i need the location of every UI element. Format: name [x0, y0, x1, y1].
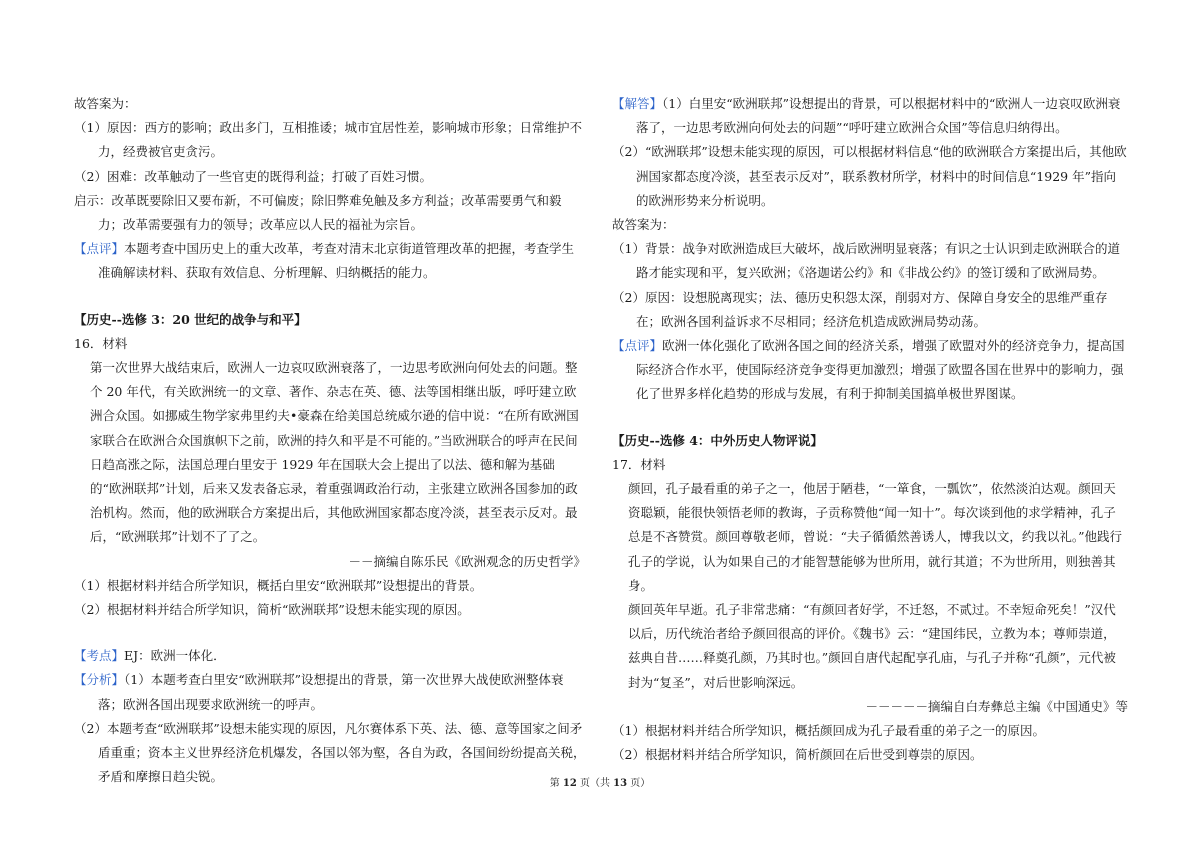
review-tag: 【点评】	[74, 241, 125, 257]
footer-mid: 页（共	[576, 778, 614, 789]
question-16-subquestion-1: （1）根据材料并结合所学知识，概括白里安“欧洲联邦”设想提出的背景。	[74, 577, 483, 593]
jieda-paragraph	[612, 92, 1128, 140]
jieda-paragraph-2: （2）“欧洲联邦”设想未能实现的原因，可以根据材料信息“他的欧洲联合方案提出后，其他欧洲国家都态度冷淡，甚至表示反对”，联系教材所学，材料中的时间信息“1929 年”指向的欧洲形势来分析说明。	[612, 144, 1127, 208]
answer-insight: 启示：改革既要除旧又要布新，不可偏废；除旧弊难免触及多方利益；改革需要勇气和毅力；改革需要强有力的领导；改革应以人民的福祉为宗旨。	[74, 192, 562, 233]
question-17-source: －－－－－摘编自白寿彝总主编《中国通史》等	[865, 698, 1128, 714]
answer-heading-right: 故答案为：	[612, 217, 675, 233]
fenxi-tag: 【分析】	[74, 672, 125, 688]
question-16-material: 第一次世界大战结束后，欧洲人一边哀叹欧洲衰落了，一边思考欧洲向何处去的问题。整个 20 年代，有关欧洲统一的文章、著作、杂志在英、德、法等国相继出版，呼吁建立欧洲合众国。如挪威生物学家弗里约夫•豪森在给美国总统威尔逊的信中说：“在所有欧洲国家联合在欧洲合众国旗帜下之前，欧洲的持久和平是不可能的。”当欧洲联合的呼声在民间日趋高涨之际，法国总理白里安于 1929 年在国联大会上提出了以法、德和解为基础的“欧洲联邦”计划，后来又发表备忘录，着重强调政治行动，主张建立欧洲各国参加的政治机构。然而，他的欧洲联合方案提出后，其他欧洲国家都态度冷淡，甚至表示反对。最后，“欧洲联邦”计划不了了之。	[90, 360, 579, 545]
footer-total-pages: 13	[613, 778, 628, 789]
answer-heading: 故答案为：	[74, 96, 137, 111]
review-right-paragraph	[612, 334, 1128, 407]
review-text: 本题考查中国历史上的重大改革，考查对清末北京街道管理改革的把握，考查学生准确解读材料、获取有效信息、分析理解、归纳概括的能力。	[98, 241, 575, 281]
question-17-subquestion-2: （2）根据材料并结合所学知识，简析颜回在后世受到尊崇的原因。	[612, 747, 983, 763]
question-17-material-2: 颜回英年早逝。孔子非常悲痛：“有颜回者好学，不迁怒，不贰过。不幸短命死矣！”汉代以后，历代统治者给予颜回很高的评价。《魏书》云：“建国纬民，立教为本；尊师崇道，兹典自昔……释奠孔颜，乃其时也。”颜回自唐代起配享孔庙，与孔子并称“孔颜”，元代被封为“复圣”，对后世影响深远。	[628, 602, 1116, 690]
kaodian-paragraph	[74, 644, 586, 668]
review-right-tag: 【点评】	[612, 338, 663, 354]
page-footer	[0, 774, 1200, 789]
question-17-subquestion-1: （1）根据材料并结合所学知识，概括颜回成为孔子最看重的弟子之一的原因。	[612, 723, 1045, 739]
question-17-material-1: 颜回，孔子最看重的弟子之一，他居于陋巷，“一箪食，一瓢饮”，依然淡泊达观。颜回天资聪颖，能很快领悟老师的教诲，子贡称赞他“闻一知十”。每次谈到他的求学精神，孔子总是不吝赞赏。颜回尊敬老师，曾说：“夫子循循然善诱人，博我以文，约我以礼。”他践行孔子的学说，认为如果自己的才能智慧能够为世所用，就行其道；不为世所用，则独善其身。	[628, 481, 1123, 593]
kaodian-text: EJ：欧洲一体化．	[124, 648, 226, 664]
fenxi-text: （1）本题考查白里安“欧洲联邦”设想提出的背景，第一次世界大战使欧洲整体衰落；欧洲各国出现要求欧洲统一的呼声。	[98, 672, 564, 712]
answer-right-item-1: （1）背景：战争对欧洲造成巨大破坏，战后欧洲明显衰落；有识之士认识到走欧洲联合的道路才能实现和平，复兴欧洲；《洛迦诺公约》和《非战公约》的签订缓和了欧洲局势。	[612, 241, 1120, 281]
kaodian-tag: 【考点】	[74, 648, 125, 664]
answer-right-item-2: （2）原因：设想脱离现实；法、德历史积怨太深，削弱对方、保障自身安全的思维严重存在；欧洲各国利益诉求不尽相同；经济危机造成欧洲局势动荡。	[612, 289, 1108, 329]
section-title-elective-3: 【历史--选修 3：20 世纪的战争与和平】	[74, 311, 307, 327]
right-column	[612, 92, 1128, 767]
footer-prefix: 第	[549, 778, 563, 789]
question-17-heading: 17．材料	[612, 456, 666, 472]
left-column	[74, 92, 586, 789]
footer-page-number: 12	[562, 778, 577, 789]
fenxi-paragraph-2: （2）本题考查“欧洲联邦”设想未能实现的原因，凡尔赛体系下英、法、德、意等国家之间矛盾重重；资本主义世界经济危机爆发，各国以邻为壑，各自为政，各国间纷纷提高关税，矛盾和摩擦日趋尖锐。	[74, 720, 586, 785]
fenxi-paragraph	[74, 668, 586, 716]
answer-item-1: （1）原因：西方的影响；政出多门，互相推诿；城市宜居性差，影响城市形象；日常维护不力，经费被官吏贪污。	[74, 120, 582, 160]
question-16-heading: 16．材料	[74, 335, 128, 351]
review-right-text: 欧洲一体化强化了欧洲各国之间的经济关系，增强了欧盟对外的经济竞争力，提高国际经济合作水平，使国际经济竞争变得更加激烈；增强了欧盟各国在世界中的影响力，强化了世界多样化趋势的形成与发展，有利于抑制美国搞单极世界图谋。	[636, 338, 1125, 402]
section-title-elective-4: 【历史--选修 4：中外历史人物评说】	[612, 432, 823, 448]
jieda-tag: 【解答】	[612, 96, 663, 111]
question-16-subquestion-2: （2）根据材料并结合所学知识，简析“欧洲联邦”设想未能实现的原因。	[74, 602, 470, 618]
jieda-text: （1）白里安“欧洲联邦”设想提出的背景，可以根据材料中的“欧洲人一边哀叹欧洲衰落了，一边思考欧洲向何处去的问题”“呼吁建立欧洲合众国”等信息归纳得出。	[636, 96, 1121, 136]
answer-item-2: （2）困难：改革触动了一些官吏的既得利益；打破了百姓习惯。	[74, 168, 432, 184]
review-paragraph	[74, 237, 586, 285]
question-16-source: －－摘编自陈乐民《欧洲观念的历史哲学》	[348, 553, 586, 569]
footer-suffix: 页）	[627, 778, 651, 789]
